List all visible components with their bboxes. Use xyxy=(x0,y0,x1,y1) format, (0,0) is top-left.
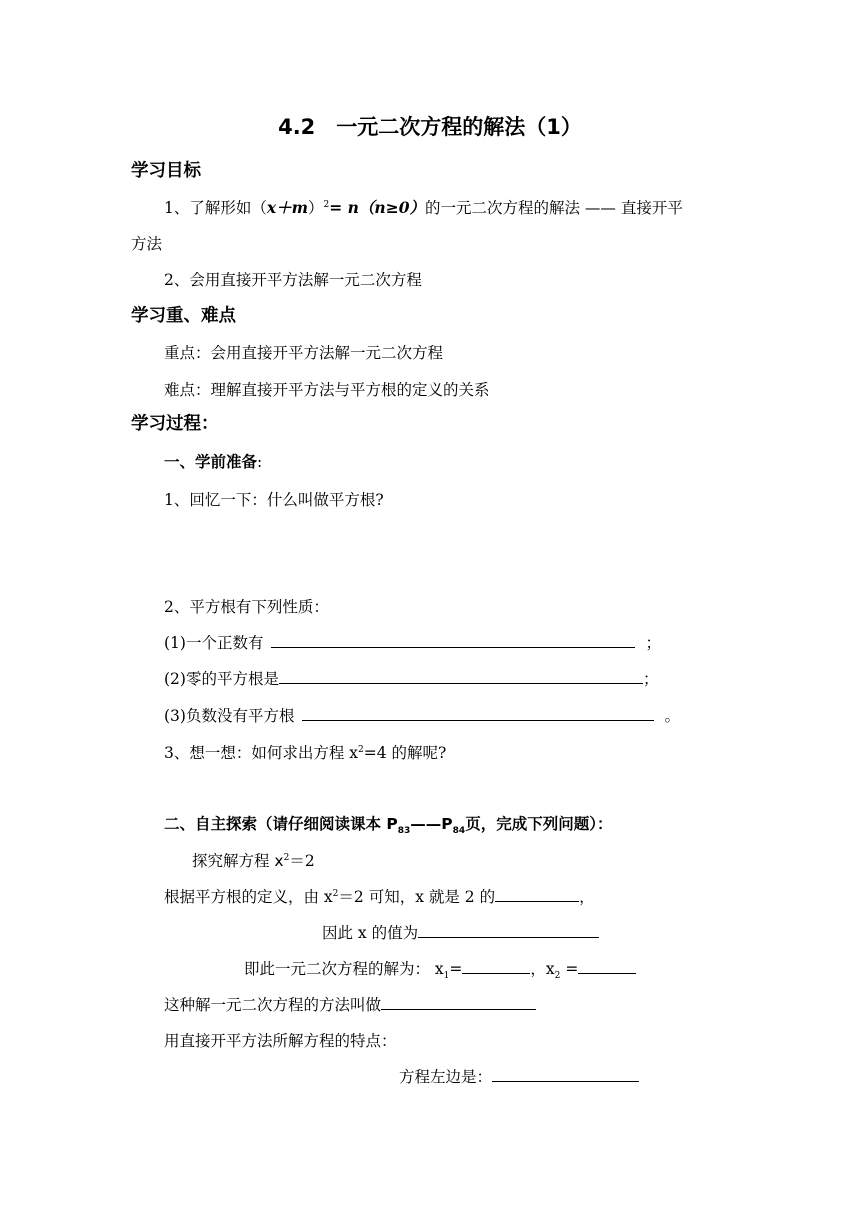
goals-heading: 学习目标 xyxy=(131,161,201,181)
x-value-blank[interactable] xyxy=(418,922,599,938)
explore-heading: 二、自主探索（请仔细阅读课本 $P_{83}——P_{84}$页，完成下列问题）： xyxy=(164,815,613,837)
x2-blank[interactable] xyxy=(578,958,636,974)
property-3-blank[interactable] xyxy=(302,705,654,721)
explore-line-5: 用直接开平方法所解方程的特点： xyxy=(164,1032,397,1050)
goal-item-1: 1、了解形如$(x+m)^2= n(n\ge 0)$的一元二次方程的解法 —— 直接开平 xyxy=(164,198,683,217)
prep-question-3: 3、想一想：如何求出方程 $x^2=4$ 的解呢? xyxy=(164,744,447,762)
process-heading: 学习过程： xyxy=(131,414,219,434)
property-2: (2)零的平方根是 ； xyxy=(164,670,659,688)
prep-heading: 一、学前准备: xyxy=(164,453,263,471)
goal-item-2: 2、会用直接开平方法解一元二次方程 xyxy=(164,271,422,289)
explore-line-4: 这种解一元二次方程的方法叫做 xyxy=(164,994,536,1016)
property-2-blank[interactable] xyxy=(279,668,643,684)
prep-question-2: 2、平方根有下列性质： xyxy=(164,598,329,616)
explore-task: 探究解方程 $x^2=2$ xyxy=(192,852,315,870)
property-1: (1)一个正数有 ； xyxy=(164,634,661,652)
left-side-blank[interactable] xyxy=(492,1066,639,1082)
property-3: (3)负数没有平方根 。 xyxy=(164,707,680,725)
x1-blank[interactable] xyxy=(462,958,530,974)
method-name-blank[interactable] xyxy=(381,994,536,1010)
explore-line-3: 即此一元二次方程的解为： $x_1=$ ，$x_2$ = xyxy=(244,958,636,980)
explore-line-2: 因此 x 的值为 xyxy=(322,922,599,944)
keypoints-heading: 学习重、难点 xyxy=(131,306,236,326)
property-1-blank[interactable] xyxy=(271,632,635,648)
prep-question-1: 1、回忆一下：什么叫做平方根? xyxy=(164,491,384,509)
explore-line-6: 方程左边是： xyxy=(399,1066,639,1088)
page-title: 4.2 一元二次方程的解法（1） xyxy=(278,115,582,139)
explore-line-1: 根据平方根的定义，由 $x^2=2$ 可知，x 就是 2 的 ， xyxy=(164,888,595,906)
explore-line-1-blank[interactable] xyxy=(495,886,579,902)
goal-item-1-cont: 方法 xyxy=(131,235,163,253)
focus-text: 重点：会用直接开平方法解一元二次方程 xyxy=(164,344,444,362)
difficulty-text: 难点：理解直接开平方法与平方根的定义的关系 xyxy=(164,381,490,399)
